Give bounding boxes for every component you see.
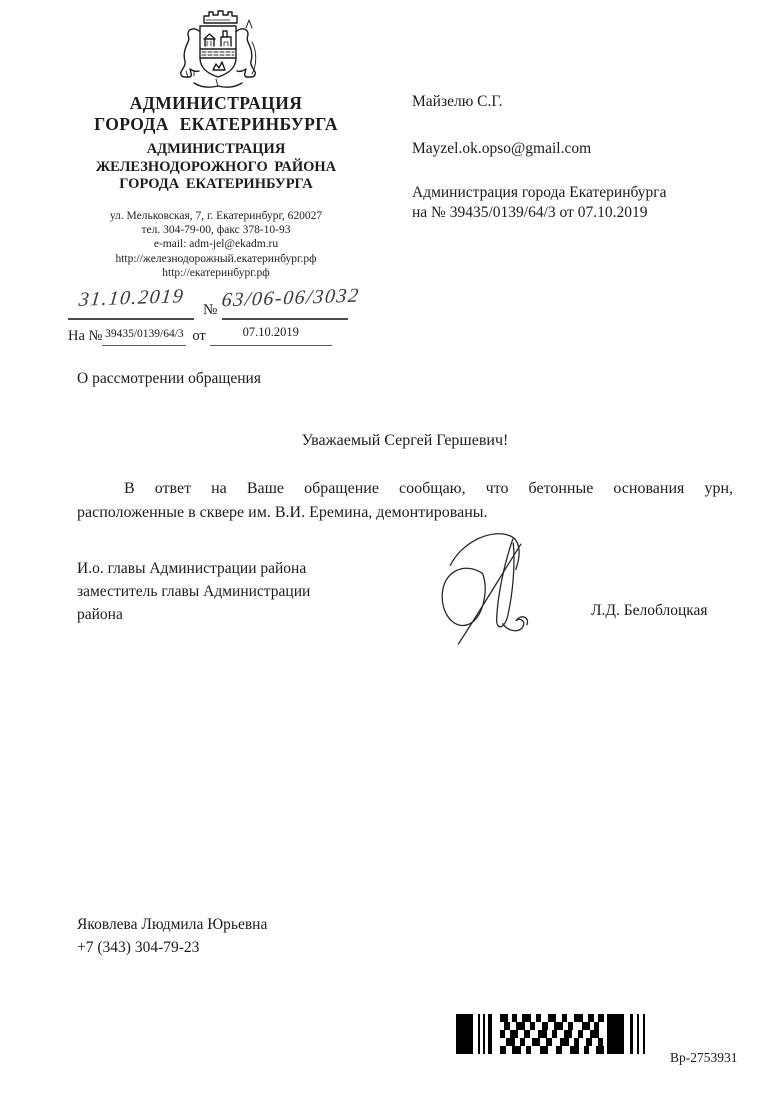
org-phone-fax: тел. 304-79-00, факс 378-10-93 — [141, 224, 291, 237]
signer-name: Л.Д. Белоблоцкая — [591, 602, 708, 619]
coat-of-arms-icon — [164, 8, 272, 92]
executor-name: Яковлева Людмила Юрьевна — [77, 916, 268, 933]
org-email: e-mail: adm-jel@ekadm.ru — [153, 238, 279, 251]
paragraph-line-1: В ответ на Ваше обращение сообщаю, что бетонные основания урн, — [124, 480, 733, 497]
numero-sign: № — [203, 302, 218, 318]
incoming-ref-from-label: от — [192, 328, 206, 344]
letterhead-contacts — [38, 209, 394, 280]
outgoing-date-field — [68, 287, 194, 320]
addressee-name: Майзелю С.Г. — [412, 93, 503, 110]
signature-icon — [420, 521, 535, 647]
org-postal-address: ул. Мельковская, 7, г. Екатеринбург, 620027 — [109, 210, 323, 222]
signer-title-line3: района — [77, 606, 123, 623]
incoming-reference-row — [68, 325, 332, 346]
incoming-ref-date: 07.10.2019 — [210, 325, 332, 346]
dept-name-line2: ЖЕЛЕЗНОДОРОЖНОГО РАЙОНА — [95, 158, 337, 175]
letter-body-paragraph — [77, 477, 733, 524]
dept-name-line3: ГОРОДА ЕКАТЕРИНБУРГА — [119, 176, 313, 192]
salutation: Уважаемый Сергей Гершевич! — [301, 432, 509, 449]
executor-phone: +7 (343) 304-79-23 — [77, 938, 200, 956]
addressee-org-line: Администрация города Екатеринбурга — [412, 184, 667, 201]
outgoing-number-field — [220, 284, 362, 320]
org-name-line2: ГОРОДА ЕКАТЕРИНБУРГА — [94, 114, 338, 134]
barcode-icon — [456, 1012, 656, 1056]
barcode-label: Вр-2753931 — [670, 1050, 738, 1065]
signer-title-line2: заместитель главы Администрации — [77, 583, 311, 600]
signer-title-block — [77, 557, 387, 626]
org-website-district: http://железнодорожный.екатеринбург.рф — [115, 252, 317, 265]
paragraph-line-2: расположенные в сквере им. В.И. Еремина, демонтированы. — [77, 503, 488, 521]
org-website-city: http://екатеринбург.рф — [162, 266, 270, 279]
outgoing-registration-row — [68, 284, 362, 320]
addressee-email: Mayzel.ok.opso@gmail.com — [412, 140, 592, 157]
letterhead-org — [38, 93, 394, 194]
executor-contact-block — [77, 914, 267, 959]
outgoing-date-handwritten: 31.10.2019 — [77, 285, 185, 311]
dept-name-line1: АДМИНИСТРАЦИЯ — [146, 141, 286, 157]
letter-subject: О рассмотрении обращения — [77, 370, 261, 387]
letterhead-dept — [38, 141, 394, 194]
addressee-block — [412, 92, 757, 223]
signer-title-line1: И.о. главы Администрации района — [77, 560, 307, 577]
incoming-ref-number: 39435/0139/64/3 — [102, 328, 186, 346]
outgoing-number-handwritten: 63/06-06/3032 — [220, 284, 362, 312]
org-name-line1: АДМИНИСТРАЦИЯ — [129, 93, 303, 113]
incoming-ref-label: На № — [68, 328, 103, 344]
addressee-ref-line: на № 39435/0139/64/3 от 07.10.2019 — [412, 204, 648, 221]
